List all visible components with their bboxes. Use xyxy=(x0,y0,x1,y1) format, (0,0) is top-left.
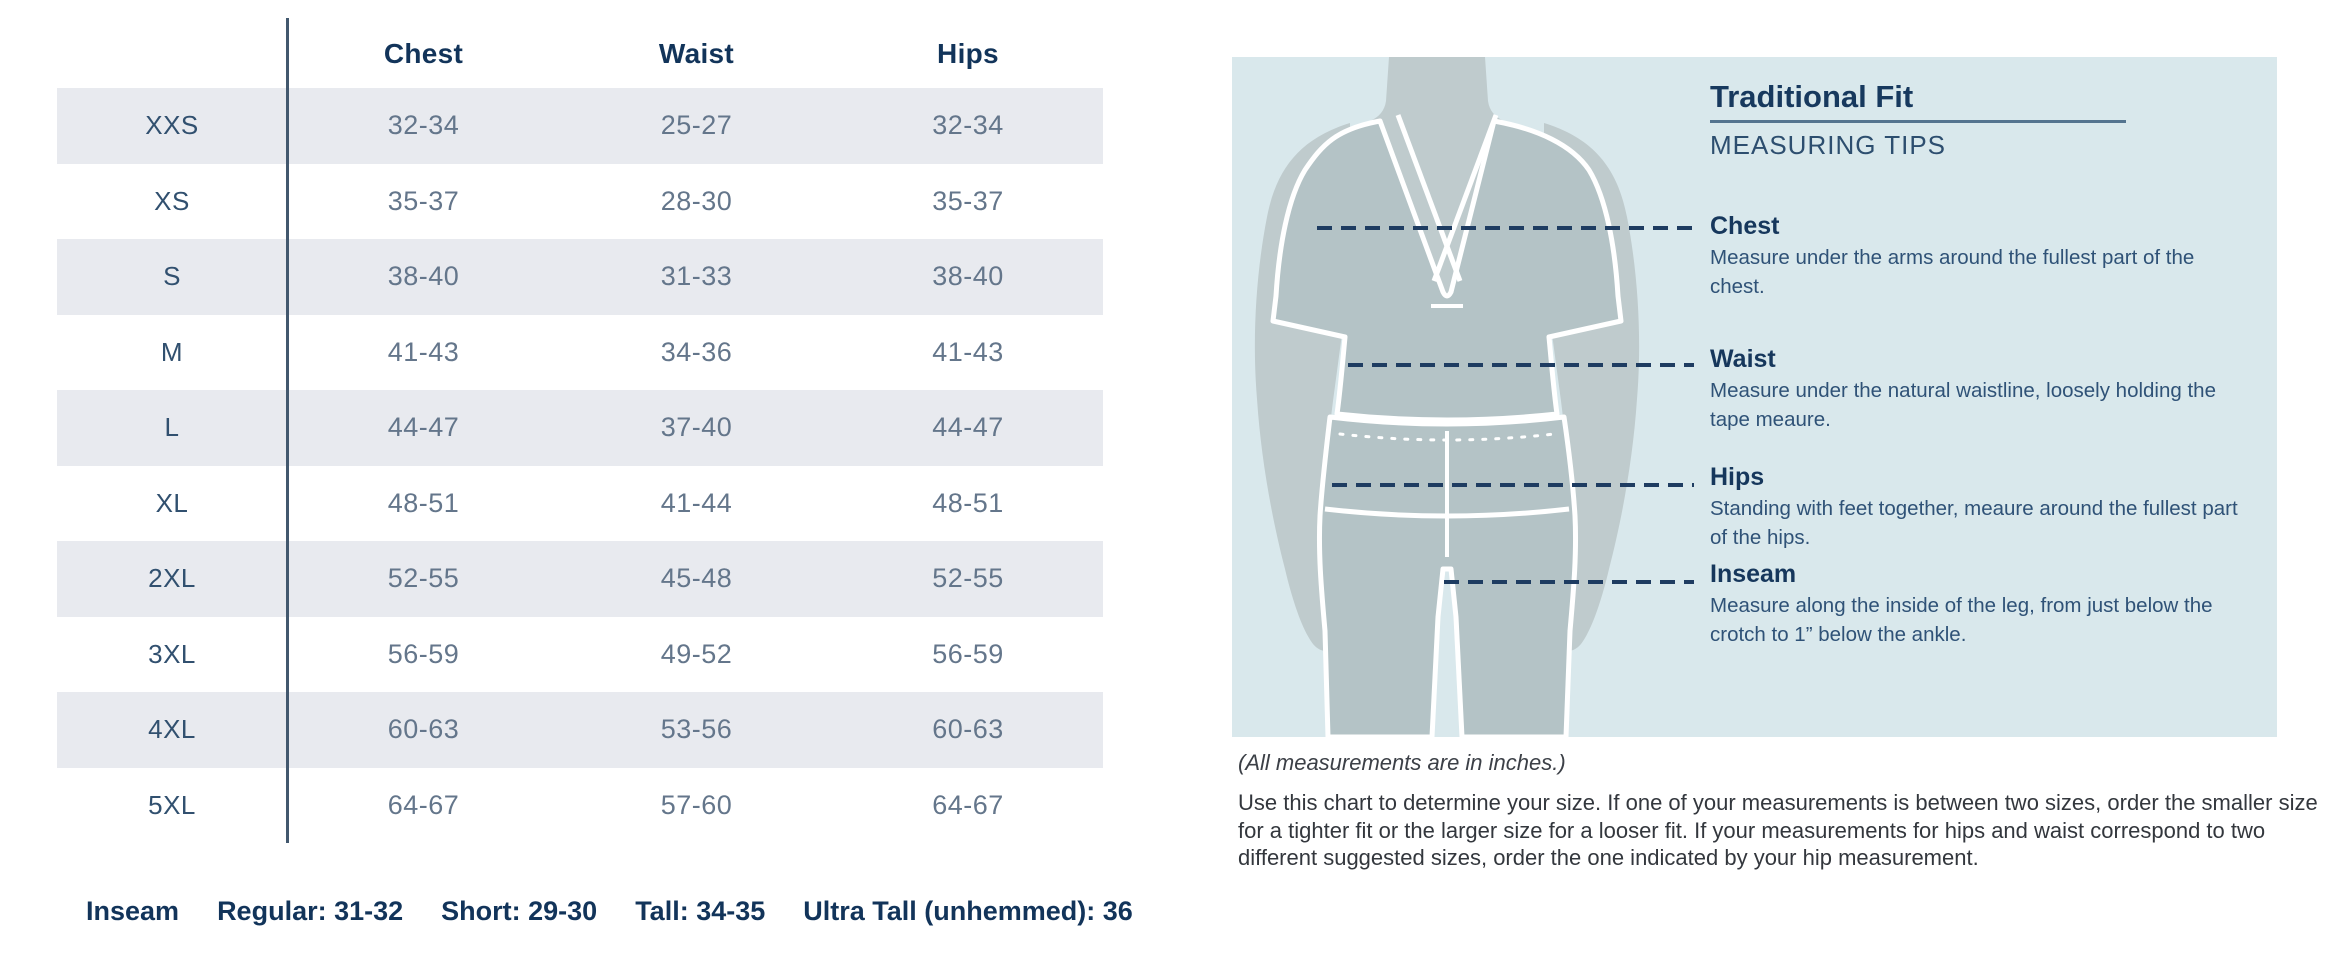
neck xyxy=(1370,57,1504,121)
size-table-body xyxy=(57,88,1103,843)
hips-cell: 38-40 xyxy=(932,261,1004,292)
size-row xyxy=(57,164,1103,240)
chest-cell: 44-47 xyxy=(387,412,460,443)
tip-description: Measure under the arms around the fullest part of the chest. xyxy=(1710,246,2195,298)
inseam-option: Tall: 34-35 xyxy=(635,896,766,926)
chest-cell: 38-40 xyxy=(387,261,460,292)
tip-title: Hips xyxy=(1710,463,1765,491)
chest-cell: 41-43 xyxy=(387,336,460,367)
tip-description: Measure under the natural waistline, loosely holding the tape meaure. xyxy=(1710,379,2216,431)
size-cell: XXS xyxy=(145,110,199,141)
waist-cell: 28-30 xyxy=(660,185,733,216)
hips-cell: 56-59 xyxy=(932,638,1004,669)
size-cell: XS xyxy=(154,185,190,216)
sizing-instructions: Use this chart to determine your size. If one of your measurements is between two sizes, order the smaller size for a tighter fit or the larger size for a looser fit. If your measurements for hips and waist correspond to two different suggested sizes, order the one indicated by your hip measurement. xyxy=(1238,790,2318,870)
chest-cell: 64-67 xyxy=(387,789,460,820)
chest-cell: 56-59 xyxy=(387,638,460,669)
waist-cell: 34-36 xyxy=(660,336,733,367)
hips-column-header: Hips xyxy=(937,38,999,69)
hips-cell: 60-63 xyxy=(932,714,1004,745)
waist-cell: 41-44 xyxy=(660,487,733,518)
size-cell: S xyxy=(163,261,181,292)
inseam-options xyxy=(86,896,1133,927)
hips-cell: 32-34 xyxy=(932,110,1004,141)
waist-column-header: Waist xyxy=(658,38,735,69)
size-row xyxy=(57,541,1103,617)
hips-cell: 64-67 xyxy=(932,789,1004,820)
size-row xyxy=(57,315,1103,391)
tip-title: Inseam xyxy=(1710,560,1797,588)
hips-cell: 41-43 xyxy=(932,336,1004,367)
tip-description: Measure along the inside of the leg, from just below the crotch to 1” below the ankle. xyxy=(1710,594,2213,646)
waist-cell: 49-52 xyxy=(660,638,733,669)
hips-cell: 48-51 xyxy=(932,487,1004,518)
size-row xyxy=(57,390,1103,466)
units-note: (All measurements are in inches.) xyxy=(1238,750,1566,775)
chest-cell: 60-63 xyxy=(387,714,460,745)
size-cell: M xyxy=(160,336,184,367)
tip-title: Waist xyxy=(1710,345,1776,373)
measure-tip-chest xyxy=(1710,212,2245,301)
size-row xyxy=(57,768,1103,844)
measure-tip-inseam xyxy=(1710,560,2245,649)
inseam-label: Inseam xyxy=(86,896,180,926)
table-divider xyxy=(286,18,289,843)
waist-cell: 25-27 xyxy=(660,110,733,141)
inseam-option: Short: 29-30 xyxy=(441,896,598,926)
waist-cell: 53-56 xyxy=(660,714,733,745)
waist-cell: 45-48 xyxy=(660,563,733,594)
measuring-tips-panel xyxy=(1232,57,2277,737)
size-row xyxy=(57,617,1103,693)
hips-cell: 35-37 xyxy=(932,185,1004,216)
waist-cell: 37-40 xyxy=(660,412,733,443)
chest-cell: 48-51 xyxy=(387,487,460,518)
size-row xyxy=(57,88,1103,164)
chest-column-header: Chest xyxy=(383,38,464,69)
title-underline xyxy=(1710,120,2126,123)
measure-tip-waist xyxy=(1710,345,2245,434)
size-cell: 5XL xyxy=(148,789,196,820)
size-cell: 2XL xyxy=(148,563,196,594)
hips-cell: 52-55 xyxy=(932,563,1004,594)
size-cell: XL xyxy=(155,487,189,518)
waist-cell: 57-60 xyxy=(660,789,733,820)
size-cell: 3XL xyxy=(148,638,196,669)
chest-cell: 52-55 xyxy=(387,563,460,594)
inseam-option: Ultra Tall (unhemmed): 36 xyxy=(803,896,1133,926)
inseam-option: Regular: 31-32 xyxy=(217,896,404,926)
measure-tip-hips xyxy=(1710,463,2245,552)
size-table xyxy=(57,20,1103,843)
size-cell: L xyxy=(164,412,180,443)
panel-subtitle: MEASURING TIPS xyxy=(1710,130,1947,160)
tip-title: Chest xyxy=(1710,212,1780,240)
size-row xyxy=(57,692,1103,768)
chest-cell: 35-37 xyxy=(387,185,460,216)
chest-cell: 32-34 xyxy=(387,110,460,141)
waist-cell: 31-33 xyxy=(660,261,733,292)
panel-title: Traditional Fit xyxy=(1710,79,1914,114)
size-row xyxy=(57,466,1103,542)
size-table-header xyxy=(57,20,1103,88)
measuring-tips-text xyxy=(1710,57,2262,646)
hips-cell: 44-47 xyxy=(932,412,1004,443)
size-cell: 4XL xyxy=(148,714,196,745)
size-row xyxy=(57,239,1103,315)
tip-description: Standing with feet together, meaure around the fullest part of the hips. xyxy=(1710,497,2238,549)
